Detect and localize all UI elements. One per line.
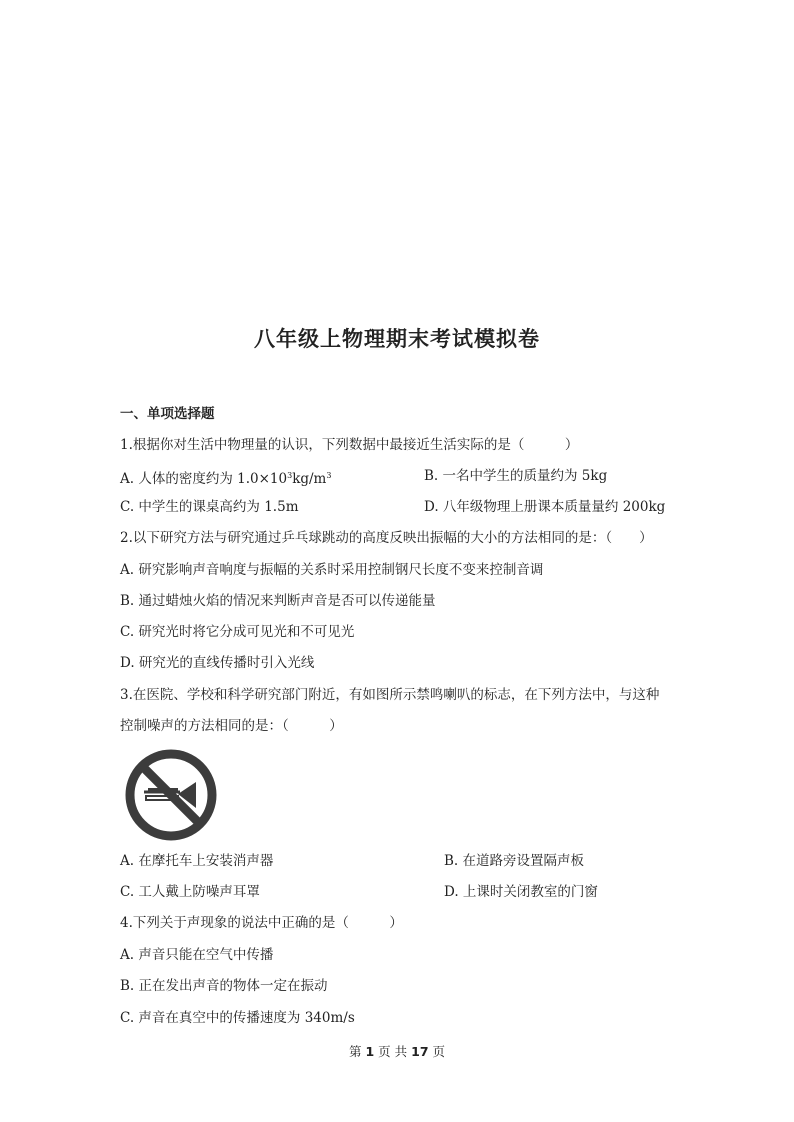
footer-suffix: 页 xyxy=(432,1044,446,1059)
question-2-option-b: B. 通过蜡烛火焰的情况来判断声音是否可以传递能量 xyxy=(120,593,436,609)
option-a-text: A. 人体的密度约为 1.0×10 xyxy=(120,471,288,487)
question-2-option-a: A. 研究影响声音响度与振幅的关系时采用控制钢尺长度不变来控制音调 xyxy=(120,562,544,578)
question-4-stem: 4.下列关于声现象的说法中正确的是（ ） xyxy=(120,915,403,931)
footer-prefix: 第 xyxy=(348,1044,362,1059)
page-total: 17 xyxy=(411,1044,429,1059)
question-2-stem: 2.以下研究方法与研究通过乒乓球跳动的高度反映出振幅的大小的方法相同的是：（ ） xyxy=(120,530,653,546)
question-3-stem-line-1: 3.在医院、学校和科学研究部门附近，有如图所示禁鸣喇叭的标志，在下列方法中，与这种 xyxy=(120,687,660,703)
question-3-option-c: C. 工人戴上防噪声耳罩 xyxy=(120,884,260,900)
question-4-option-b: B. 正在发出声音的物体一定在振动 xyxy=(120,978,328,994)
no-horn-sign-icon xyxy=(124,748,218,842)
question-1-stem: 1.根据你对生活中物理量的认识，下列数据中最接近生活实际的是（ ） xyxy=(120,437,579,453)
footer-middle: 页 共 xyxy=(378,1044,408,1059)
question-3-option-a: A. 在摩托车上安装消声器 xyxy=(120,853,274,869)
question-4-option-c: C. 声音在真空中的传播速度为 340m/s xyxy=(120,1010,355,1026)
question-3-stem-line-2: 控制噪声的方法相同的是：（ ） xyxy=(120,718,343,734)
page-title: 八年级上物理期末考试模拟卷 xyxy=(254,326,540,351)
question-4-option-a: A. 声音只能在空气中传播 xyxy=(120,947,274,963)
page-number: 1 xyxy=(365,1044,375,1059)
question-1-option-b: B. 一名中学生的质量约为 5kg xyxy=(424,468,608,484)
question-1-option-a xyxy=(120,467,331,488)
question-3-option-d: D. 上课时关闭教室的门窗 xyxy=(444,884,598,900)
question-1-option-d: D. 八年级物理上册课本质量量约 200kg xyxy=(424,499,666,515)
exponent: 3 xyxy=(326,471,332,480)
question-2-option-c: C. 研究光时将它分成可见光和不可见光 xyxy=(120,624,355,640)
unit-text: kg/m xyxy=(292,471,327,487)
page-footer xyxy=(0,1042,794,1060)
question-2-option-d: D. 研究光的直线传播时引入光线 xyxy=(120,655,315,671)
section-heading: 一、单项选择题 xyxy=(120,406,215,422)
question-3-option-b: B. 在道路旁设置隔声板 xyxy=(444,853,585,869)
exponent: 3 xyxy=(287,471,293,480)
question-1-option-c: C. 中学生的课桌高约为 1.5m xyxy=(120,499,299,515)
